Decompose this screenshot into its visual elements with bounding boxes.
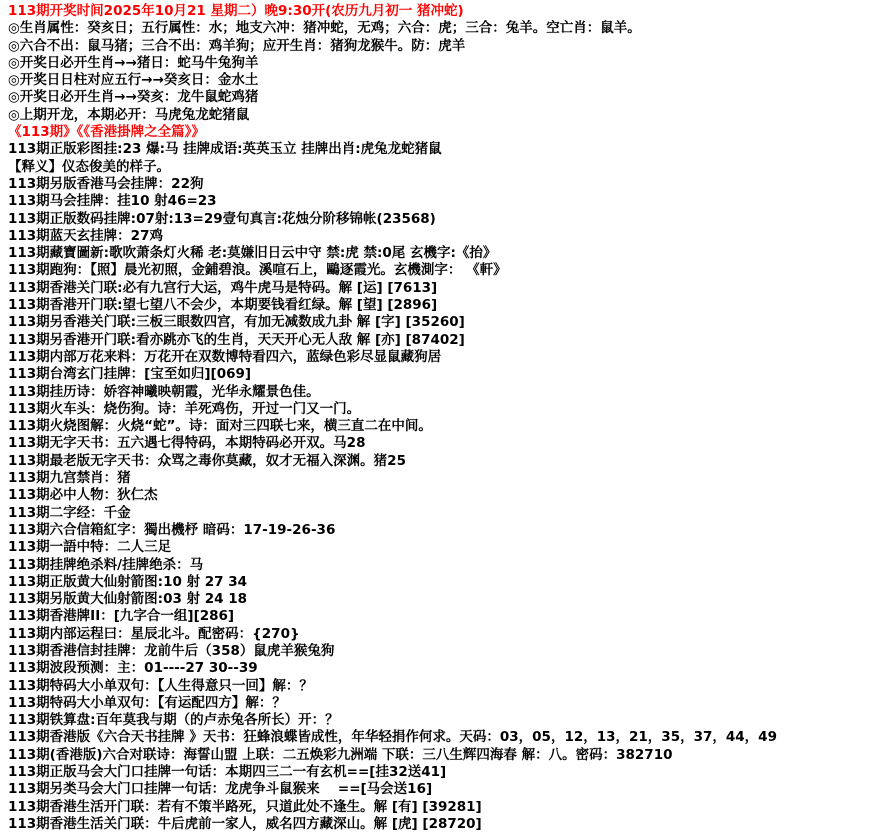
info-line: 113期一語中特：二人三足 — [8, 539, 172, 556]
info-line: 113期特码大小单双句：【人生得意只一回】解：？ — [8, 677, 313, 694]
info-line: 113期正版数码挂牌:07射:13=29壹句真言:花烛分阶移锦帐(23568) — [8, 210, 436, 227]
draw-time-header: 113期开奖时间2025年10月21 星期二）晚9:30开(农历九月初一 猪冲蛇) — [8, 3, 464, 19]
info-line: 113期台湾玄门挂牌：[宝至如归][069] — [8, 366, 252, 383]
info-line: 113期马会挂牌：挂10 射46=23 — [8, 193, 217, 210]
info-line: ◎开奖日必开生肖→→猪日：蛇马牛兔狗羊 — [8, 54, 259, 71]
info-line: 113期另香港开门联:看亦跳亦飞的生肖，天天开心无人敌 解 [亦] [87402] — [8, 331, 465, 348]
info-line: 113期香港生活关门联：牛后虎前一家人，威名四方藏深山。解 [虎] [28720] — [8, 815, 482, 832]
info-line: 113期香港关门联:必有九宫行大运，鸡牛虎马是特码。解 [运] [7613] — [8, 279, 438, 296]
info-line: ◎六合不出：鼠马猪；三合不出：鸡羊狗；应开生肖：猪狗龙猴牛。防：虎羊 — [8, 37, 466, 54]
info-line: 【释义】仪态俊美的样子。 — [8, 158, 170, 175]
info-line: 113期香港信封挂牌：龙前牛后（358）鼠虎羊猴兔狗 — [8, 642, 335, 659]
info-line: 113期挂牌绝杀料/挂牌绝杀：马 — [8, 556, 204, 573]
info-line: 113期香港生活开门联：若有不策半路死，只道此处不逢生。解 [有] [39281] — [8, 798, 482, 815]
info-line: 113期另版香港马会挂牌：22狗 — [8, 175, 204, 192]
info-line: 113期藏寶圖新:歌吹萧条灯火稀 老:莫嫌旧日云中守 禁:虎 禁:0尾 玄機字:《抬》 — [8, 245, 497, 262]
info-line: 113期香港牌II：[九字合一组][286] — [8, 608, 235, 625]
info-line: 113期跑狗：【照】晨光初照，金鋪碧浪。溪喧石上，鷗逐霞光。玄機測字： 《軒》 — [8, 262, 507, 279]
info-line: 113期另香港关门联:三板三眼数四宫，有加无减数成九卦 解 [字] [35260] — [8, 314, 465, 331]
info-line: 113期(香港版)六合对联诗：海誓山盟 上联：二五焕彩九洲端 下联：三八生辉四海春 解：八。密码：382710 — [8, 746, 673, 763]
info-line: 113期另版黄大仙射箭图:03 射 24 18 — [8, 591, 248, 608]
info-line: 113期内部运程曰：星辰北斗。配密码：{270} — [8, 625, 300, 642]
info-line: 113期铁算盘:百年莫我与期（的卢赤兔各所长）开：？ — [8, 712, 339, 729]
info-line: 113期火车头：烧伤狗。诗：羊死鸡伤，开过一门又一门。 — [8, 400, 361, 417]
info-line: 113期正版黄大仙射箭图:10 射 27 34 — [8, 573, 248, 590]
info-line: 113期最老版无字天书：众骂之毒你莫藏，奴才无福入深渊。猪25 — [8, 452, 406, 469]
info-line: 113期特码大小单双句：【有运配四方】解：？ — [8, 694, 286, 711]
info-line: 113期正版马会大门口挂牌一句话：本期四三二一有玄机==[挂32送41] — [8, 764, 447, 781]
info-line: 113期内部万花来料：万花开在双数博特看四六，蓝绿色彩尽显鼠藏狗居 — [8, 348, 442, 365]
info-line: 113期二字经：千金 — [8, 504, 131, 521]
info-line: 113期九宫禁肖：猪 — [8, 470, 131, 487]
info-line: 113期火烧图解：火烧“蛇”。诗：面对三四联七来，横三直二在中间。 — [8, 418, 432, 435]
info-line: 113期无字天书：五六遇七得特码，本期特码必开双。马28 — [8, 435, 366, 452]
info-line: 113期香港开门联:望七望八不会少，本期要钱看红绿。解 [望] [2896] — [8, 297, 438, 314]
info-line: 113期波段预测：主：01----27 30--39 — [8, 660, 258, 677]
info-line: 113期必中人物：狄仁杰 — [8, 487, 158, 504]
info-line: 113期另类马会大门口挂牌一句话：龙虎争斗鼠猴来 ==[马会送16] — [8, 781, 433, 798]
content-lines — [8, 3, 891, 833]
info-line: ◎开奖日日柱对应五行→→癸亥日：金水土 — [8, 72, 259, 89]
info-line: 113期挂历诗：娇容神曦映朝霞，光华永耀景色佳。 — [8, 383, 320, 400]
info-line: ◎开奖日必开生肖→→癸亥：龙牛鼠蛇鸡猪 — [8, 89, 259, 106]
info-line: ◎上期开龙，本期必开：马虎兔龙蛇猪鼠 — [8, 106, 250, 123]
section-title: 《113期》《《香港掛牌之全篇》》 — [8, 124, 205, 141]
info-line: ◎生肖属性：癸亥日；五行属性：水；地支六冲：猪冲蛇，无鸡；六合：虎；三合：兔羊。空亡肖：鼠羊。 — [8, 20, 641, 37]
info-line: 113期香港版《六合天书挂牌 》天书：狂蜂浪蝶皆成性，年华轻捐作何求。天码：03，05，12，13，21，35，37，44，49 — [8, 729, 777, 746]
info-line: 113期六合信箱紅字：獨出機杼 暗码：17-19-26-36 — [8, 521, 336, 538]
info-line: 113期正版彩图挂:23 爆:马 挂牌成语:英英玉立 挂牌出肖:虎兔龙蛇猪鼠 — [8, 141, 442, 158]
info-line: 113期蓝天玄挂牌：27鸡 — [8, 227, 163, 244]
